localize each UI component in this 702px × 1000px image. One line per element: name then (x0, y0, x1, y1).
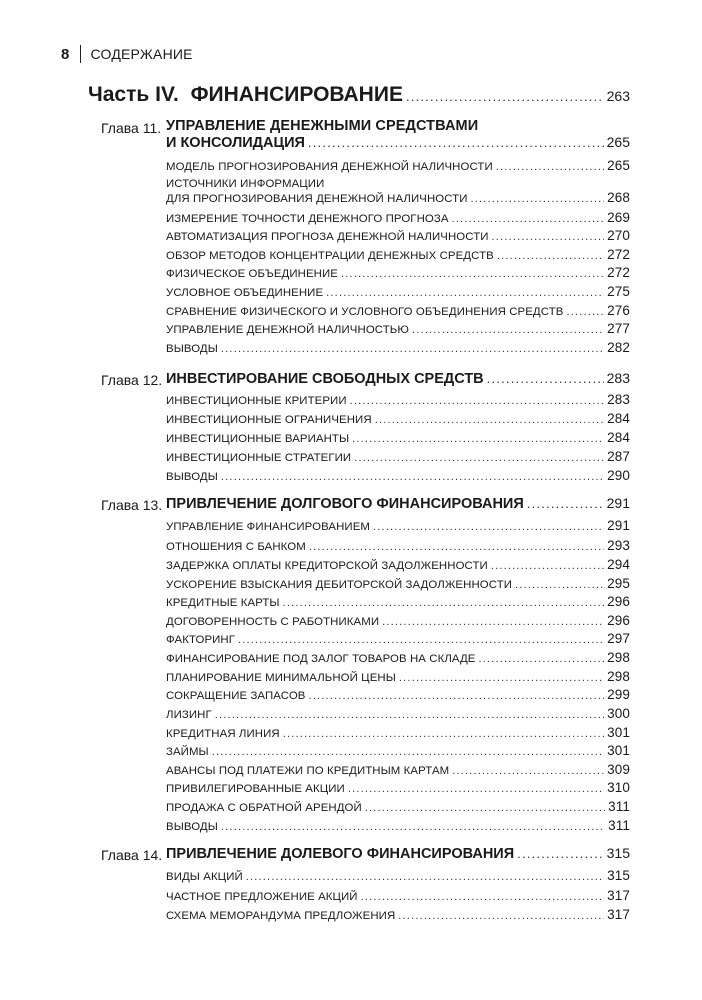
toc-entry-row (166, 868, 630, 883)
leader-dots (221, 821, 605, 833)
toc-entry-page: 294 (607, 557, 630, 572)
toc-entry-page: 293 (607, 538, 630, 553)
part-heading (88, 83, 403, 107)
toc-entry-row (166, 557, 630, 572)
toc-entry[interactable] (166, 340, 630, 355)
toc-entry[interactable] (166, 594, 630, 609)
toc-entry[interactable] (166, 468, 630, 483)
toc-entry[interactable] (166, 538, 630, 553)
leader-dots (399, 672, 604, 684)
toc-entry-row (166, 669, 630, 684)
toc-entry-page: 290 (607, 468, 630, 483)
leader-dots (326, 287, 604, 299)
toc-entry-page: 296 (607, 613, 630, 628)
toc-entry[interactable] (166, 706, 630, 721)
chapter-title[interactable] (166, 845, 630, 862)
toc-entry-title: ВЫВОДЫ (166, 821, 218, 833)
toc-entry-title: ЗАЙМЫ (166, 746, 209, 758)
toc-entry[interactable] (166, 650, 630, 665)
toc-entry-page: 295 (607, 576, 630, 591)
toc-entry-page: 311 (608, 818, 630, 833)
toc-entry-page: 277 (607, 321, 630, 336)
toc-entry-page: 291 (607, 518, 630, 533)
toc-entry[interactable] (166, 780, 630, 795)
leader-dots (221, 343, 604, 355)
toc-entry-title-line: ИСТОЧНИКИ ИНФОРМАЦИИ (166, 178, 325, 190)
toc-entry-row (166, 687, 630, 702)
toc-entry-row (166, 631, 630, 646)
toc-entry-title: ФИЗИЧЕСКОЕ ОБЪЕДИНЕНИЕ (166, 268, 338, 280)
leader-dots (283, 728, 604, 740)
toc-part[interactable] (88, 83, 630, 107)
toc-entry-row (166, 888, 630, 903)
toc-entry-title: ОБЗОР МЕТОДОВ КОНЦЕНТРАЦИИ ДЕНЕЖНЫХ СРЕДСТВ (166, 250, 494, 262)
chapter-page: 265 (606, 134, 630, 150)
toc-entry-row (166, 780, 630, 795)
chapter-title-row (166, 370, 630, 387)
chapter-label: Глава 13. (101, 497, 163, 513)
toc-entry[interactable] (166, 449, 630, 464)
toc-entry-page: 315 (607, 868, 630, 883)
chapter-title-text: ПРИВЛЕЧЕНИЕ ДОЛЕВОГО ФИНАНСИРОВАНИЯ (166, 846, 515, 862)
toc-entry-row (166, 706, 630, 721)
toc-entry-page: 282 (607, 340, 630, 355)
chapter-title-line: УПРАВЛЕНИЕ ДЕНЕЖНЫМИ СРЕДСТВАМИ (166, 118, 479, 134)
leader-dots (283, 597, 605, 609)
leader-dots (527, 496, 604, 511)
toc-entry-title: ИНВЕСТИЦИОННЫЕ ОГРАНИЧЕНИЯ (166, 414, 372, 426)
toc-entry-title: ЛИЗИНГ (166, 709, 212, 721)
toc-entry-title: КРЕДИТНЫЕ КАРТЫ (166, 597, 280, 609)
toc-entry-row (166, 799, 630, 814)
leader-dots (412, 324, 604, 336)
toc-entry-title: СРАВНЕНИЕ ФИЗИЧЕСКОГО И УСЛОВНОГО ОБЪЕДИНЕНИЯ СРЕДСТВ (166, 306, 564, 318)
toc-entry-page: 284 (607, 430, 630, 445)
chapter-title[interactable] (166, 370, 630, 387)
toc-entry-page: 275 (607, 284, 630, 299)
toc-entry[interactable] (166, 247, 630, 262)
leader-dots (398, 910, 604, 922)
leader-dots (352, 433, 604, 445)
toc-entry-title: ИНВЕСТИЦИОННЫЕ ВАРИАНТЫ (166, 433, 350, 445)
chapter-title-text: ПРИВЛЕЧЕНИЕ ДОЛГОВОГО ФИНАНСИРОВАНИЯ (166, 496, 524, 512)
toc-entry-title: ВЫВОДЫ (166, 343, 218, 355)
page-number: 8 (61, 45, 70, 63)
toc-entry[interactable] (166, 576, 630, 591)
toc-entry-page: 276 (607, 303, 630, 318)
chapter-title-text: И КОНСОЛИДАЦИЯ (166, 135, 305, 151)
section-title: СОДЕРЖАНИЕ (90, 46, 193, 62)
toc-entry-page: 287 (607, 449, 630, 464)
leader-dots (452, 765, 604, 777)
toc-entry[interactable] (166, 178, 630, 205)
toc-entry[interactable] (166, 210, 630, 225)
toc-entry-title: АВАНСЫ ПОД ПЛАТЕЖИ ПО КРЕДИТНЫМ КАРТАМ (166, 765, 450, 777)
toc-entry-page: 272 (607, 247, 630, 262)
toc-entry-row (166, 576, 630, 591)
toc-entry-page: 284 (607, 411, 630, 426)
leader-dots (365, 802, 605, 814)
toc-entry[interactable] (166, 557, 630, 572)
toc-entry-title: ИНВЕСТИЦИОННЫЕ СТРАТЕГИИ (166, 452, 352, 464)
leader-dots (238, 634, 604, 646)
leader-dots (515, 579, 604, 591)
leader-dots (492, 231, 605, 243)
leader-dots (308, 690, 604, 702)
toc-entry-row (166, 392, 630, 407)
toc-entry[interactable] (166, 284, 630, 299)
leader-dots (406, 89, 604, 104)
toc-entry-row (166, 818, 630, 833)
toc-entry-title: УПРАВЛЕНИЕ ДЕНЕЖНОЙ НАЛИЧНОСТЬЮ (166, 324, 409, 336)
toc-entry-page: 301 (607, 725, 630, 740)
toc-entry-page: 270 (607, 228, 630, 243)
toc-entry[interactable] (166, 888, 630, 903)
toc-entry-page: 317 (607, 907, 630, 922)
toc-entry-row (166, 594, 630, 609)
toc-entry-title: ЧАСТНОЕ ПРЕДЛОЖЕНИЕ АКЦИЙ (166, 891, 358, 903)
toc-entry-title: ИНВЕСТИЦИОННЫЕ КРИТЕРИИ (166, 395, 347, 407)
toc-entry-row (166, 762, 630, 777)
leader-dots (452, 213, 605, 225)
toc-entry-title: ПРОДАЖА С ОБРАТНОЙ АРЕНДОЙ (166, 802, 362, 814)
toc-entry-title: ФИНАНСИРОВАНИЕ ПОД ЗАЛОГ ТОВАРОВ НА СКЛАДЕ (166, 653, 476, 665)
leader-dots (487, 371, 604, 386)
leader-dots (375, 414, 604, 426)
leader-dots (341, 268, 604, 280)
toc-entry[interactable] (166, 907, 630, 922)
toc-entry-row (166, 247, 630, 262)
toc-entry-row (166, 210, 630, 225)
toc-entry-page: 296 (607, 594, 630, 609)
toc-entry-page: 299 (607, 687, 630, 702)
toc-entry-row (166, 449, 630, 464)
toc-entry-row (166, 411, 630, 426)
toc-entry-row (166, 743, 630, 758)
toc-entry[interactable] (166, 613, 630, 628)
toc-entry-title: ВИДЫ АКЦИЙ (166, 871, 243, 883)
toc-entry-title: МОДЕЛЬ ПРОГНОЗИРОВАНИЯ ДЕНЕЖНОЙ НАЛИЧНОСТИ (166, 161, 493, 173)
toc-entry-page: 311 (608, 799, 630, 814)
toc-entry-row (166, 538, 630, 553)
toc-entry-row (166, 725, 630, 740)
chapter-title-row (166, 845, 630, 862)
toc-entry-title: ОТНОШЕНИЯ С БАНКОМ (166, 541, 306, 553)
toc-entry[interactable] (166, 411, 630, 426)
toc-entry-page: 309 (607, 762, 630, 777)
toc-entry-row (166, 265, 630, 280)
toc-entry-row (166, 228, 630, 243)
toc-entry-page: 301 (607, 743, 630, 758)
toc-entry-page: 283 (607, 392, 630, 407)
toc-entry-row (166, 158, 630, 173)
toc-entry-page: 317 (607, 888, 630, 903)
leader-dots (348, 783, 604, 795)
toc-entry-title: УПРАВЛЕНИЕ ФИНАНСИРОВАНИЕМ (166, 521, 371, 533)
toc-entry-page: 268 (607, 190, 630, 205)
toc-entry[interactable] (166, 868, 630, 883)
toc-entry-title: ДОГОВОРЕННОСТЬ С РАБОТНИКАМИ (166, 616, 380, 628)
header-divider (80, 45, 81, 63)
toc-entry-title: СХЕМА МЕМОРАНДУМА ПРЕДЛОЖЕНИЯ (166, 910, 396, 922)
chapter-title[interactable] (166, 118, 630, 151)
toc-entry[interactable] (166, 518, 630, 533)
chapter-label: Глава 14. (101, 847, 163, 863)
toc-entry-row (166, 518, 630, 533)
leader-dots (350, 395, 605, 407)
chapter-label: Глава 11. (101, 120, 162, 136)
leader-dots (309, 541, 604, 553)
toc-entry[interactable] (166, 799, 630, 814)
toc-entry-row (166, 430, 630, 445)
toc-entry-title: ПРИВИЛЕГИРОВАННЫЕ АКЦИИ (166, 783, 345, 795)
leader-dots (497, 250, 604, 262)
toc-entry-row (166, 303, 630, 318)
leader-dots (215, 709, 604, 721)
toc-entry[interactable] (166, 392, 630, 407)
toc-entry-title: ВЫВОДЫ (166, 471, 218, 483)
chapter-title-row (166, 134, 630, 151)
toc-entry-row (166, 321, 630, 336)
leader-dots (308, 135, 604, 150)
toc-entry[interactable] (166, 158, 630, 173)
chapter-title-row (166, 495, 630, 512)
chapter-title[interactable] (166, 495, 630, 512)
leader-dots (373, 521, 604, 533)
toc-entry-page: 272 (607, 265, 630, 280)
toc-entry[interactable] (166, 321, 630, 336)
leader-dots (382, 616, 604, 628)
toc-entry-title: АВТОМАТИЗАЦИЯ ПРОГНОЗА ДЕНЕЖНОЙ НАЛИЧНОСТИ (166, 231, 489, 243)
toc-entry-row (166, 284, 630, 299)
toc-entry[interactable] (166, 762, 630, 777)
toc-entry-title: СОКРАЩЕНИЕ ЗАПАСОВ (166, 690, 306, 702)
running-head (61, 44, 193, 64)
toc-entry-page: 269 (607, 210, 630, 225)
toc-entry-page: 297 (607, 631, 630, 646)
leader-dots (354, 452, 604, 464)
chapter-page: 291 (606, 495, 630, 511)
part-page: 263 (606, 88, 630, 104)
toc-entry[interactable] (166, 631, 630, 646)
toc-entry-row (166, 613, 630, 628)
leader-dots (491, 560, 604, 572)
toc-entry-page: 300 (607, 706, 630, 721)
chapter-page: 315 (606, 845, 630, 861)
toc-entry-row (166, 650, 630, 665)
leader-dots (361, 891, 605, 903)
toc-entry[interactable] (166, 818, 630, 833)
chapter-title-text: ИНВЕСТИРОВАНИЕ СВОБОДНЫХ СРЕДСТВ (166, 371, 484, 387)
toc-entry[interactable] (166, 430, 630, 445)
toc-entry[interactable] (166, 687, 630, 702)
toc-entry-title: ФАКТОРИНГ (166, 634, 236, 646)
toc-entry-row (166, 468, 630, 483)
toc-entry-title: ПЛАНИРОВАНИЕ МИНИМАЛЬНОЙ ЦЕНЫ (166, 672, 396, 684)
leader-dots (517, 846, 603, 861)
chapter-label: Глава 12. (101, 372, 163, 388)
toc-entry[interactable] (166, 669, 630, 684)
toc-entry-title: УСЛОВНОЕ ОБЪЕДИНЕНИЕ (166, 287, 324, 299)
toc-entry-title: ДЛЯ ПРОГНОЗИРОВАНИЯ ДЕНЕЖНОЙ НАЛИЧНОСТИ (166, 193, 468, 205)
toc-entry-title: УСКОРЕНИЕ ВЗЫСКАНИЯ ДЕБИТОРСКОЙ ЗАДОЛЖЕННОСТИ (166, 579, 513, 591)
toc-entry-page: 265 (607, 158, 630, 173)
toc-entry[interactable] (166, 303, 630, 318)
toc-entry-title: ЗАДЕРЖКА ОПЛАТЫ КРЕДИТОРСКОЙ ЗАДОЛЖЕННОСТИ (166, 560, 488, 572)
leader-dots (246, 871, 604, 883)
toc-entry-row (166, 190, 630, 205)
toc-entry-page: 310 (607, 780, 630, 795)
leader-dots (496, 161, 604, 173)
leader-dots (471, 193, 605, 205)
toc-entry[interactable] (166, 228, 630, 243)
leader-dots (478, 653, 604, 665)
chapter-page: 283 (606, 370, 630, 386)
leader-dots (566, 306, 604, 318)
part-title: ФИНАНСИРОВАНИЕ (190, 83, 403, 106)
toc-entry[interactable] (166, 725, 630, 740)
leader-dots (212, 746, 604, 758)
toc-entry-title: КРЕДИТНАЯ ЛИНИЯ (166, 728, 280, 740)
part-label: Часть IV. (88, 83, 179, 106)
toc-entry[interactable] (166, 743, 630, 758)
toc-entry-title: ИЗМЕРЕНИЕ ТОЧНОСТИ ДЕНЕЖНОГО ПРОГНОЗА (166, 213, 449, 225)
toc-entry-row (166, 340, 630, 355)
toc-entry-page: 298 (607, 650, 630, 665)
toc-entry-page: 298 (607, 669, 630, 684)
toc-entry-row (166, 907, 630, 922)
leader-dots (221, 471, 604, 483)
toc-entry[interactable] (166, 265, 630, 280)
